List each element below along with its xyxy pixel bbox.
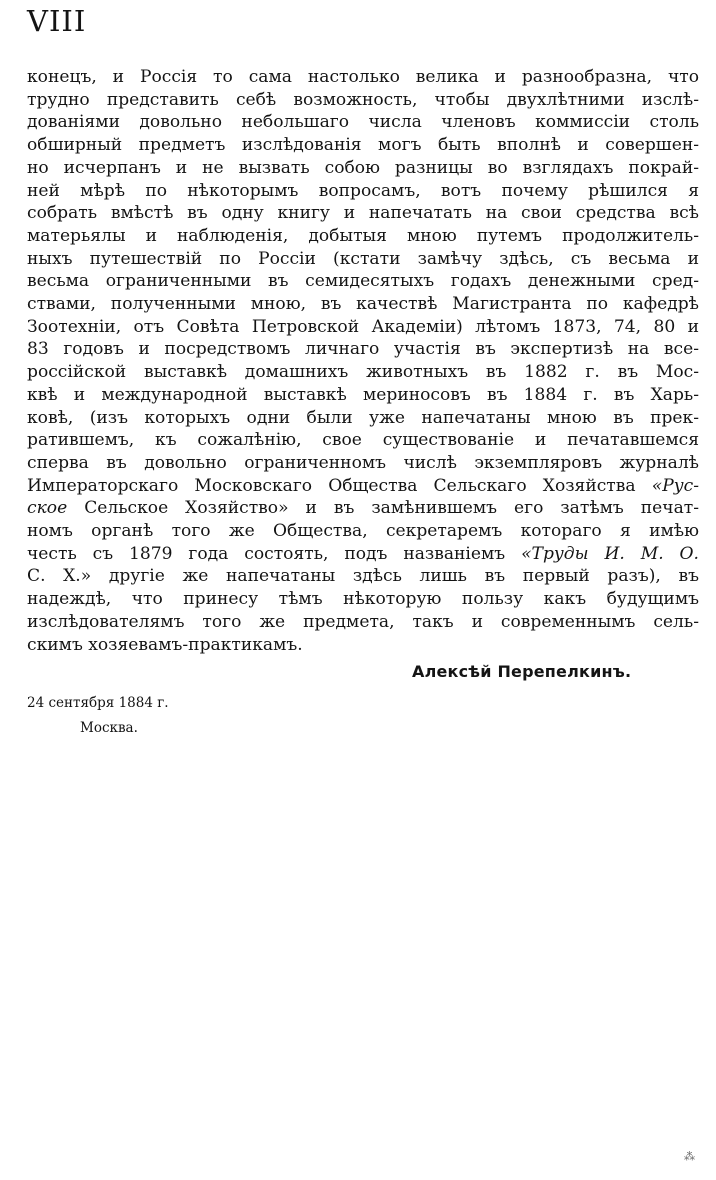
text-line: ныхъ путешествій по Россіи (кстати замѣчу здѣсь, съ весьма и — [27, 248, 699, 269]
text-line-with-italic — [27, 543, 699, 566]
text-line: но исчерпанъ и не вызвать собою разницы во взглядахъ покрай- — [27, 157, 699, 178]
text-line: собрать вмѣстѣ въ одну книгу и напечатать на свои средства всѣ — [27, 203, 699, 224]
text-line: конецъ, и Россія то сама настолько велика и разнообразна, что — [27, 67, 699, 87]
text-segment: честь съ 1879 года состоять, подъ названіемъ — [27, 543, 506, 564]
text-line: 83 годовъ и посредствомъ личнаго участія въ экспертизѣ на все- — [27, 339, 699, 360]
page-number: VIII — [27, 4, 87, 38]
text-line: сперва въ довольно ограниченномъ числѣ экземпляровъ журналѣ — [27, 452, 699, 473]
journal-title-italic: ское — [27, 498, 68, 519]
text-line: ствами, полученными мною, въ качествѣ Магистранта по кафедрѣ — [27, 294, 699, 315]
text-line: обширный предметъ изслѣдованія могъ быть вполнѣ и совершен- — [27, 135, 699, 156]
text-line-with-italic — [27, 475, 699, 498]
text-line: дованіями довольно небольшаго числа членовъ коммиссіи столь — [27, 112, 699, 133]
text-line: скимъ хозяевамъ-практикамъ. — [27, 634, 303, 655]
text-line: матерьялы и наблюденія, добытыя мною путемъ продолжитель- — [27, 225, 699, 246]
text-line: трудно представить себѣ возможность, чтобы двухлѣтними изслѣ- — [27, 89, 699, 110]
text-line: изслѣдователямъ того же предмета, такъ и современнымъ сель- — [27, 611, 699, 632]
preface-place: Москва. — [80, 720, 138, 736]
text-line: ратившемъ, къ сожалѣнію, свое существованіе и печатавшемся — [27, 430, 699, 451]
text-segment: Сельское Хозяйство» и въ замѣнившемъ его затѣмъ печат- — [84, 498, 699, 519]
text-line: весьма ограниченными въ семидесятыхъ годахъ денежными сред- — [27, 271, 699, 292]
text-segment: Императорскаго Московскаго Общества Сельскаго Хозяйства — [27, 475, 636, 496]
text-line: номъ органѣ того же Общества, секретаремъ котораго я имѣю — [27, 521, 699, 542]
corner-mark-icon: ⁂ — [684, 1150, 695, 1163]
text-line: надеждѣ, что принесу тѣмъ нѣкоторую пользу какъ будущимъ — [27, 589, 699, 610]
text-line: квѣ и международной выставкѣ мериносовъ въ 1884 г. въ Харь- — [27, 384, 699, 405]
text-line-with-italic — [27, 497, 699, 520]
text-line: ней мѣрѣ по нѣкоторымъ вопросамъ, вотъ почему рѣшился я — [27, 180, 699, 201]
preface-date: 24 сентября 1884 г. — [27, 695, 169, 711]
journal-title-italic: «Рус- — [651, 475, 699, 496]
text-line: россійской выставкѣ домашнихъ животныхъ въ 1882 г. въ Мос- — [27, 362, 699, 383]
preface-paragraph — [27, 66, 699, 656]
author-signature: Алексѣй Перепелкинъ. — [412, 662, 632, 681]
text-line: ковѣ, (изъ которыхъ одни были уже напечатаны мною въ прек- — [27, 407, 699, 428]
text-line: Зоотехніи, отъ Совѣта Петровской Академіи) лѣтомъ 1873, 74, 80 и — [27, 316, 699, 337]
text-line: С. Х.» другіе же напечатаны здѣсь лишь въ первый разъ), въ — [27, 566, 699, 587]
publication-title-italic: «Труды И. М. О. — [521, 543, 699, 564]
